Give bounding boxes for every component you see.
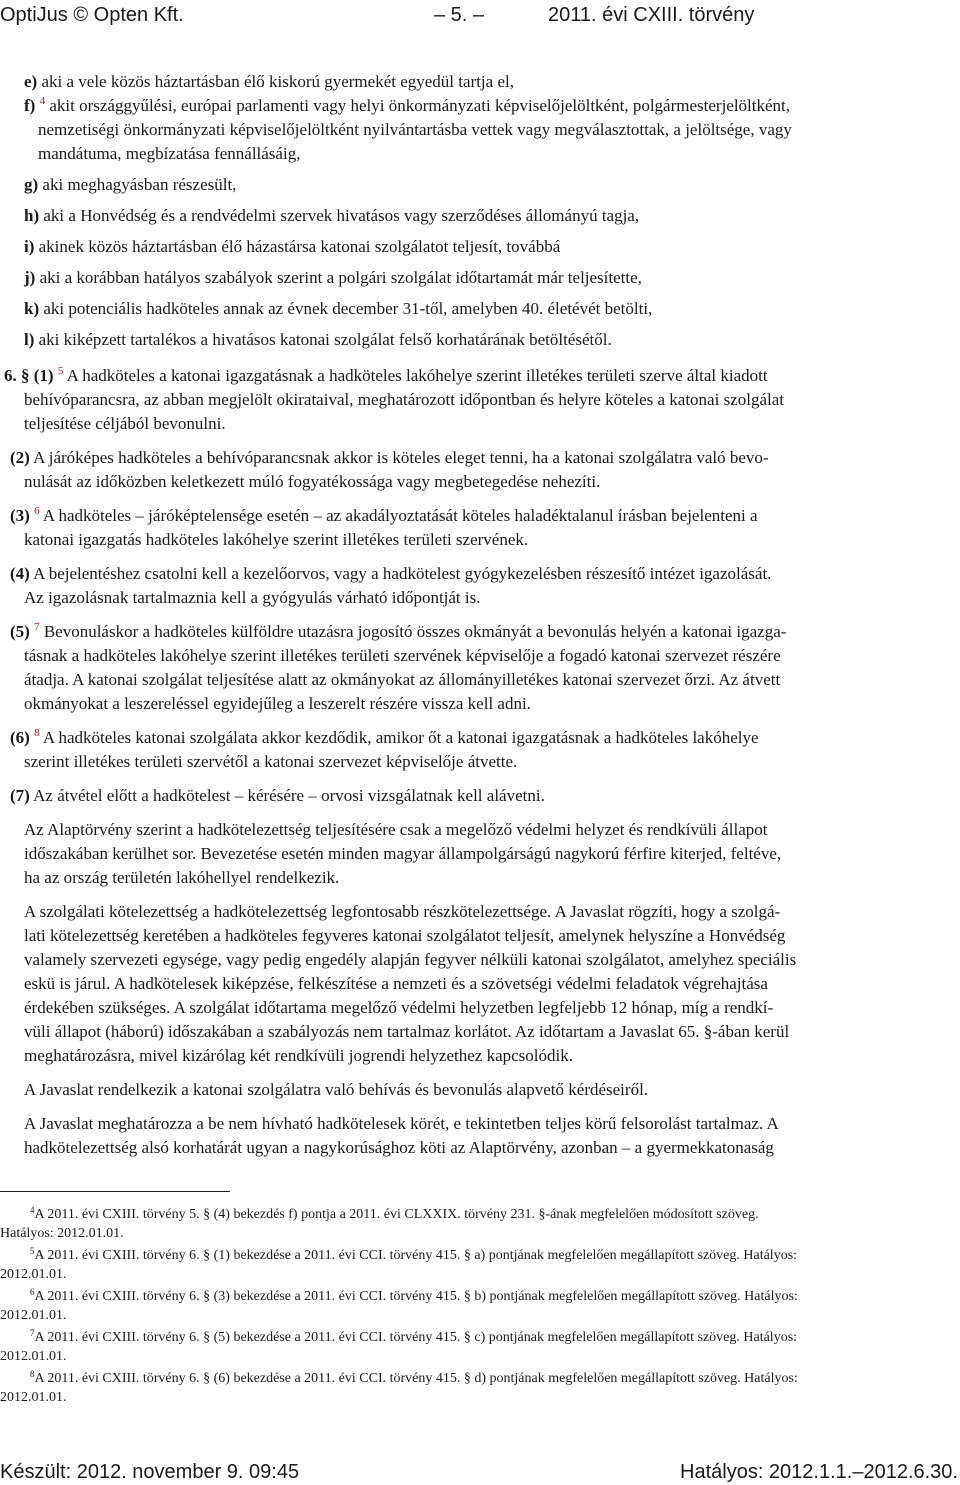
para-text: behívóparancsra, az abban megjelölt okirataival, meghatározott időpontban és helyre köteles a katonai szolgálat [24,390,784,409]
footnote-ref[interactable]: 5 [57,365,64,377]
section-6-para-6 [10,726,956,774]
commentary-line: Az Alaptörvény szerint a hadkötelezettség teljesítésére csak a megelőző védelmi helyzet és rendkívüli állapot [24,820,768,839]
footnotes [0,1205,958,1407]
footnote-text: A 2011. évi CXIII. törvény 6. § (6) bekezdése a 2011. évi CCI. törvény 415. § d) pontjának megfelelően megállapított szöveg. Hatályos: [34,1371,798,1386]
footnote-number: 8 [30,1369,35,1379]
commentary-line: időszakában kerülhet sor. Bevezetése esetén minden magyar állampolgárságú nagykorú férfire kiterjed, feltéve, [24,844,782,863]
list-text: aki a korábban hatályos szabályok szerint a polgári szolgálat időtartamát már teljesítette, [39,268,642,287]
list-item-j [24,266,956,290]
footnote-8 [0,1369,958,1407]
para-label: (6) [10,728,30,747]
section-number: 6. § [4,366,30,385]
footnote-ref[interactable]: 4 [39,95,46,107]
para-text: tásnak a hadköteles lakóhelye szerint illetékes területi szervének képviselője a fogadó katonai szervezet részére [24,646,781,665]
page-footer [0,1459,960,1485]
commentary-line: hadkötelezettség alsó korhatárát ugyan a nagykorúsághoz köti az Alaptörvény, azonban – a gyermekkatonaság [24,1138,774,1157]
document-body [4,70,956,1160]
para-label: (4) [10,564,30,583]
list-text: aki meghagyásban részesült, [42,175,237,194]
commentary-line: érdekében szükséges. A szolgálat időtartama megelőző védelmi helyzetben legfeljebb 12 hónap, míg a rendkí- [24,998,774,1017]
commentary-line: meghatározásra, mivel kizárólag két rendkívüli jogrendi helyzethez kapcsolódik. [24,1046,573,1065]
commentary-line: lati kötelezettség keretében a hadköteles fegyveres katonai szolgálatot teljesít, amelynek helyszíne a Honvédség [24,926,786,945]
para-text: Az átvétel előtt a hadkötelest – kérésére – orvosi vizsgálatnak kell alávetni. [33,786,545,805]
section-6-para-1 [4,364,956,436]
list-item-f [24,94,956,166]
list-text: nemzetiségi önkormányzati képviselőjelöltként nyilvántartásba vettek vagy megválasztottak, a jelöltsége, vagy [38,120,792,139]
list-text: akinek közös háztartásban élő házastársa katonai szolgálatot teljesít, továbbá [38,237,561,256]
para-text: Bevonuláskor a hadköteles külföldre utazásra jogosító összes okmányát a bevonulás helyén a katonai igazga- [43,622,787,641]
commentary-paragraph [24,900,956,1068]
footnote-ref[interactable]: 6 [34,505,40,517]
section-6-para-7 [10,784,956,808]
footnote-text: A 2011. évi CXIII. törvény 6. § (1) bekezdése a 2011. évi CCI. törvény 415. § a) pontjának megfelelően megállapított szöveg. Hatályos: [34,1248,798,1263]
header-page-number: – 5. – [434,4,485,26]
list-text: mandátuma, megbízatása fennállásáig, [38,144,301,163]
list-item-l [24,328,956,352]
para-label: (5) [10,622,30,641]
footnote-text: A 2011. évi CXIII. törvény 6. § (5) bekezdése a 2011. évi CCI. törvény 415. § c) pontjának megfelelően megállapított szöveg. Hatályos: [34,1330,798,1345]
list-item-e [24,70,956,94]
commentary-line: vüli állapot (háború) időszakában a szabályozás nem tartalmaz korlátot. Az időtartam a Javaslat 65. §-ában kerül [24,1022,790,1041]
header-law-title: 2011. évi CXIII. törvény [548,4,755,26]
commentary-line: A Javaslat rendelkezik a katonai szolgálatra való behívás és bevonulás alapvető kérdéseiről. [24,1080,649,1099]
footnote-number: 7 [30,1328,35,1338]
commentary-paragraph [24,1078,956,1102]
list-label: f) [24,96,36,115]
commentary-line: A Javaslat meghatározza a be nem hívható hadkötelesek körét, e tekintetben teljes körű felsorolást tartalmaz. A [24,1114,779,1133]
footnote-number: 5 [30,1246,35,1256]
section-6-para-2 [10,446,956,494]
footnote-divider [0,1191,230,1192]
list-text: aki a vele közös háztartásban élő kiskorú gyermekét egyedül tartja el, [41,72,514,91]
footnote-ref[interactable]: 8 [34,727,40,739]
commentary-line: ha az ország területén lakóhellyel rendelkezik. [24,868,340,887]
footer-created: Készült: 2012. november 9. 09:45 [0,1461,300,1483]
para-text: A hadköteles – járóképtelensége esetén – az akadályoztatását köteles haladéktalanul írásban bejelenteni a [42,506,758,525]
footnote-text: 2012.01.01. [0,1349,67,1364]
footnote-6 [0,1287,958,1325]
footnote-text: A 2011. évi CXIII. törvény 5. § (4) bekezdés f) pontja a 2011. évi CLXXIX. törvény 231. §-ának megfelelően módosított szöveg. [34,1207,759,1222]
commentary-line: eskü is járul. A hadkötelesek kiképzése, felkészítése a nemzeti és a szövetségi védelmi feladatok végrehajtása [24,974,768,993]
footnote-7 [0,1328,958,1366]
para-text: A hadköteles a katonai igazgatásnak a hadköteles lakóhelye szerint illetékes területi szerve által kiadott [66,366,768,385]
footnote-4 [0,1205,958,1243]
para-text: szerint illetékes területi szervétől a katonai szervezet képviselője átvette. [24,752,518,771]
list-text: akit országgyűlési, európai parlamenti vagy helyi önkormányzati képviselőjelöltként, polgármesterjelöltként, [49,96,791,115]
footnote-5 [0,1246,958,1284]
commentary-paragraph [24,818,956,890]
para-label: (3) [10,506,30,525]
section-6-para-5 [10,620,956,716]
page-header [0,2,960,28]
para-text: teljesítése céljából bevonulni. [24,414,226,433]
para-text: A bejelentéshez csatolni kell a kezelőorvos, vagy a hadkötelest gyógykezelésben részesítő intézet igazolását. [33,564,772,583]
commentary-paragraph [24,1112,956,1160]
footnote-text: 2012.01.01. [0,1390,67,1405]
list-label: l) [24,330,35,349]
list-item-h [24,204,956,228]
footnote-ref[interactable]: 7 [34,621,40,633]
para-label: (1) [33,366,54,385]
footnote-text: 2012.01.01. [0,1308,67,1323]
list-item-i [24,235,956,259]
list-label: k) [24,299,40,318]
list-text: aki kiképzett tartalékos a hivatásos katonai szolgálat felső korhatárának betöltésétől. [38,330,612,349]
footnote-number: 6 [30,1287,35,1297]
para-text: katonai igazgatás hadköteles lakóhelye szerint illetékes területi szervének. [24,530,529,549]
commentary-line: A szolgálati kötelezettség a hadkötelezettség legfontosabb részkötelezettsége. A Javaslat rögzíti, hogy a szolgá- [24,902,781,921]
para-text: nulását az időközben keletkezett múló fogyatékossága vagy megbetegedése nehezíti. [24,472,601,491]
para-text: átadja. A katonai szolgálat teljesítése alatt az okmányokat az állományilletékes katonai szervezet őrzi. Az átvett [24,670,781,689]
para-label: (7) [10,786,30,805]
list-label: i) [24,237,35,256]
section-6-para-3 [10,504,956,552]
footnote-text: Hatályos: 2012.01.01. [0,1226,124,1241]
list-item-k [24,297,956,321]
para-text: okmányokat a leszereléssel egyidejűleg a leszerelt részére vissza kell adni. [24,694,531,713]
list-text: aki a Honvédség és a rendvédelmi szervek hivatásos vagy szerződéses állományú tagja, [43,206,640,225]
list-text: aki potenciális hadköteles annak az évnek december 31-től, amelyben 40. életévét betölti, [43,299,653,318]
para-text: A járóképes hadköteles a behívóparancsnak akkor is köteles eleget tenni, ha a katonai szolgálatra való bevo- [33,448,769,467]
list-label: j) [24,268,36,287]
commentary-line: valamely szervezeti egysége, vagy pedig engedély alapján fegyver nélküli katonai szolgálatot, amelyhez speciális [24,950,797,969]
list-label: h) [24,206,40,225]
footnote-number: 4 [30,1205,35,1215]
section-6-para-4 [10,562,956,610]
footnote-text: 2012.01.01. [0,1267,67,1282]
list-item-g [24,173,956,197]
para-text: Az igazolásnak tartalmaznia kell a gyógyulás várható időpontját is. [24,588,481,607]
header-publisher: OptiJus © Opten Kft. [0,4,184,26]
list-label: e) [24,72,38,91]
para-text: A hadköteles katonai szolgálata akkor kezdődik, amikor őt a katonai igazgatásnak a hadköteles lakóhelye [42,728,759,747]
footer-valid: Hatályos: 2012.1.1.–2012.6.30. [680,1461,958,1483]
list-label: g) [24,175,39,194]
footnote-text: A 2011. évi CXIII. törvény 6. § (3) bekezdése a 2011. évi CCI. törvény 415. § b) pontjának megfelelően megállapított szöveg. Hatályos: [34,1289,798,1304]
para-label: (2) [10,448,30,467]
